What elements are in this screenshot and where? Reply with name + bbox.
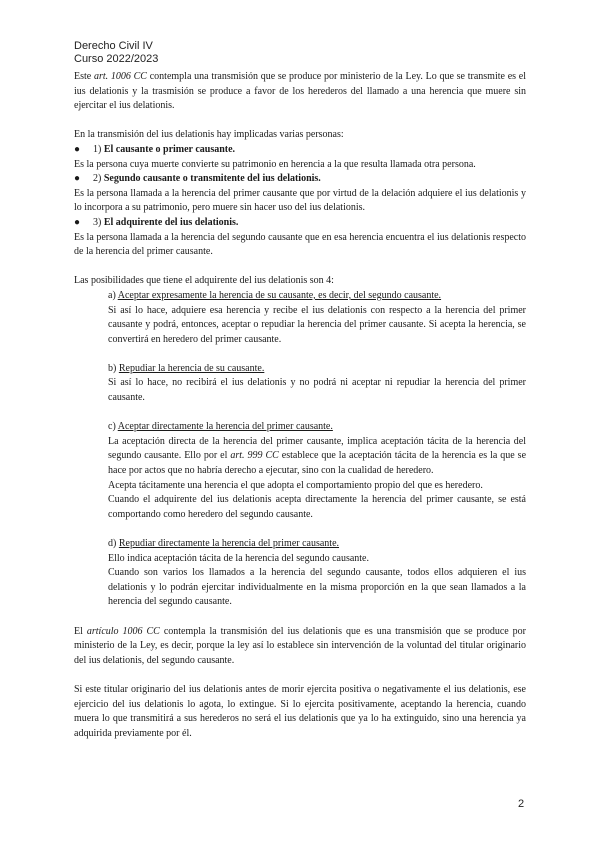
bullet-icon: ● bbox=[74, 143, 81, 155]
course-year: Curso 2022/2023 bbox=[74, 53, 159, 65]
law-reference: artículo 1006 CC bbox=[86, 625, 160, 637]
list-item-description: Es la persona llamada a la herencia del segundo causante que en esa herencia encuentra el ius delationis respecto de la herencia del primer causante. bbox=[74, 231, 526, 258]
document-body bbox=[74, 70, 526, 741]
possibility-text: Si así lo hace, adquiere esa herencia y recibe el ius delationis con respecto a la herencia del primer causante y podrá, entonces, aceptar o repudiar la herencia del primer causante. Si acepta la herencia, se convertirá en heredero del primer causante. bbox=[108, 304, 526, 345]
possibilities-intro: Las posibilidades que tiene el adquirente del ius delationis son 4: bbox=[74, 275, 334, 287]
intro-paragraph: Este art. 1006 CC contempla una transmisión que se produce por ministerio de la Ley. Lo que se transmite es el ius delationis y la trasmisión se produce a favor de los herederos del llamado a una herencia que muere sin ejercitar el ius delationis. bbox=[74, 71, 526, 112]
list-item: ● 1) El causante o primer causante. bbox=[74, 143, 526, 158]
possibility-text: Cuando el adquirente del ius delationis acepta directamente la herencia del primer causante, se está comportando como heredero del segundo causante. bbox=[108, 494, 526, 520]
possibility-text: Ello indica aceptación tácita de la herencia del segundo causante. bbox=[108, 552, 369, 564]
list-item-description: Es la persona cuya muerte convierte su patrimonio en herencia a la que resulta llamada otra persona. bbox=[74, 158, 476, 170]
possibility-a bbox=[108, 289, 526, 347]
possibility-text: Si así lo hace, no recibirá el ius delationis y no podrá ni aceptar ni repudiar la herencia del primer causante. bbox=[108, 377, 526, 404]
page-number: 2 bbox=[518, 798, 525, 810]
possibility-text: La aceptación directa de la herencia del primer causante, implica aceptación tácita de la herencia del segundo causante. Ello por el art. 999 CC establece que la aceptación tácita de la herencia es la que se hace por actos que no habría derecho a ejecutar, sino con la cualidad de heredero. bbox=[108, 435, 527, 477]
possibility-text: Acepta tácitamente una herencia el que adopta el comportamiento propio del que es heredero. bbox=[108, 479, 483, 491]
article-paragraph: El artículo 1006 CC contempla la transmisión del ius delationis que es una transmisión que se produce por ministerio de la Ley, es decir, porque la ley así lo establece sin intervención de la voluntad del titular originario del ius delationis, del segundo causante. bbox=[74, 625, 527, 666]
list-item: ● 3) El adquirente del ius delationis. bbox=[74, 216, 526, 231]
possibility-c bbox=[108, 420, 526, 522]
possibility-text: Cuando son varios los llamados a la herencia del segundo causante, todos ellos adquieren el ius delationis y lo podrán ejercitar individualmente en la misma proporción en la que sean llamados a la herencia del segundo causante. bbox=[108, 567, 526, 608]
course-title: Derecho Civil IV bbox=[74, 40, 153, 52]
list-item-title: El causante o primer causante. bbox=[103, 143, 236, 155]
list-item-title: El adquirente del ius delationis. bbox=[103, 216, 239, 228]
possibility-title: d) Repudiar directamente la herencia del primer causante. bbox=[108, 538, 340, 549]
closing-paragraph: Si este titular originario del ius delationis antes de morir ejercita positiva o negativamente el ius delationis, ese ejercicio del ius delationis lo agota, lo extingue. Si lo ejercita positivamente, aceptando la herencia, cuando muera lo que transmitirá a sus herederos no será el ius delationis que ya lo ha extinguido, sino una herencia ya adquirida previamente por él. bbox=[74, 683, 526, 739]
law-reference: art. 1006 CC bbox=[93, 71, 147, 82]
persons-intro: En la transmisión del ius delationis hay implicadas varias personas: bbox=[74, 129, 344, 141]
list-item-description: Es la persona llamada a la herencia del primer causante que por virtud de la delación adquiere el ius delationis y lo incorpora a su patrimonio, pero muere sin hacer uso del ius delationis. bbox=[74, 187, 526, 214]
possibility-b bbox=[108, 362, 526, 406]
list-item-title: Segundo causante o transmitente del ius delationis. bbox=[103, 173, 321, 185]
bullet-icon: ● bbox=[74, 216, 81, 228]
possibility-title: b) Repudiar la herencia de su causante. bbox=[108, 362, 265, 374]
law-reference: art. 999 CC bbox=[230, 450, 279, 462]
document-header bbox=[74, 40, 158, 66]
possibility-title: c) Aceptar directamente la herencia del primer causante. bbox=[108, 421, 333, 433]
possibility-d bbox=[108, 537, 526, 610]
possibility-title: a) Aceptar expresamente la herencia de su causante, es decir, del segundo causante. bbox=[108, 289, 442, 301]
list-item: ● 2) Segundo causante o transmitente del ius delationis. bbox=[74, 172, 526, 187]
bullet-icon: ● bbox=[74, 173, 81, 185]
